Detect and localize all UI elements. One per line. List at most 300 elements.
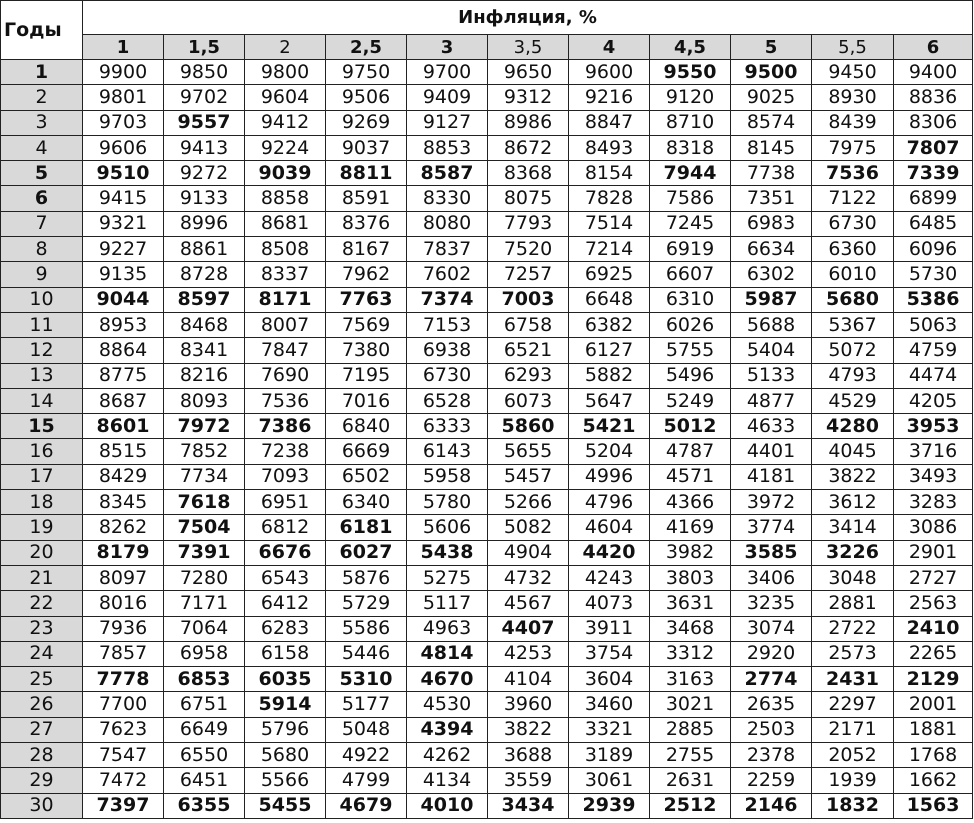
value-cell: 2378 [731,743,812,768]
value-cell: 8728 [164,262,245,287]
value-cell: 4529 [812,388,894,413]
value-cell: 6302 [731,262,812,287]
value-cell: 3021 [650,692,731,717]
value-cell: 5958 [407,464,488,489]
value-cell: 9703 [83,110,164,135]
year-cell: 13 [1,363,83,388]
value-cell: 9127 [407,110,488,135]
value-cell: 7245 [650,211,731,236]
table-row [1,464,973,489]
value-cell: 4366 [650,490,731,515]
value-cell: 2512 [650,793,731,818]
value-cell: 6010 [812,262,894,287]
value-cell: 5780 [407,490,488,515]
year-cell: 28 [1,743,83,768]
rate-header: 4 [569,35,650,60]
value-cell: 5876 [326,565,407,590]
value-cell: 2297 [812,692,894,717]
value-cell: 8439 [812,110,894,135]
value-cell: 7972 [164,414,245,439]
value-cell: 6073 [488,388,569,413]
value-cell: 8574 [731,110,812,135]
table-row [1,186,973,211]
value-cell: 6181 [326,515,407,540]
value-cell: 8847 [569,110,650,135]
value-cell: 7828 [569,186,650,211]
value-cell: 8864 [83,338,164,363]
value-cell: 4604 [569,515,650,540]
value-cell: 4420 [569,540,650,565]
value-cell: 5072 [812,338,894,363]
value-cell: 6951 [245,490,326,515]
value-cell: 5204 [569,439,650,464]
value-cell: 4787 [650,439,731,464]
value-cell: 4670 [407,667,488,692]
year-cell: 25 [1,667,83,692]
value-cell: 2635 [731,692,812,717]
value-cell: 9044 [83,287,164,312]
value-cell: 7171 [164,591,245,616]
table-row [1,262,973,287]
year-cell: 9 [1,262,83,287]
value-cell: 5275 [407,565,488,590]
value-cell: 9510 [83,161,164,186]
year-cell: 7 [1,211,83,236]
value-cell: 8811 [326,161,407,186]
value-cell: 8858 [245,186,326,211]
rate-header: 3 [407,35,488,60]
value-cell: 8861 [164,237,245,262]
value-cell: 5310 [326,667,407,692]
value-cell: 3226 [812,540,894,565]
value-cell: 8306 [894,110,973,135]
value-cell: 3235 [731,591,812,616]
year-cell: 17 [1,464,83,489]
value-cell: 6634 [731,237,812,262]
value-cell: 5404 [731,338,812,363]
value-cell: 8996 [164,211,245,236]
year-cell: 6 [1,186,83,211]
value-cell: 5796 [245,717,326,742]
value-cell: 8591 [326,186,407,211]
value-cell: 3604 [569,667,650,692]
value-cell: 7936 [83,616,164,641]
value-cell: 7857 [83,641,164,666]
value-cell: 9600 [569,60,650,85]
value-cell: 5133 [731,363,812,388]
value-cell: 9269 [326,110,407,135]
value-cell: 2722 [812,616,894,641]
value-cell: 6027 [326,540,407,565]
value-cell: 7602 [407,262,488,287]
value-cell: 9557 [164,110,245,135]
value-cell: 6550 [164,743,245,768]
value-cell: 2001 [894,692,973,717]
rate-header: 5,5 [812,35,894,60]
value-cell: 9450 [812,60,894,85]
value-cell: 2563 [894,591,973,616]
value-cell: 6853 [164,667,245,692]
value-cell: 7536 [245,388,326,413]
value-cell: 7195 [326,363,407,388]
table-row [1,363,973,388]
rate-header: 5 [731,35,812,60]
value-cell: 3086 [894,515,973,540]
table-row [1,287,973,312]
value-cell: 8930 [812,85,894,110]
value-cell: 4181 [731,464,812,489]
value-cell: 7690 [245,363,326,388]
value-cell: 4963 [407,616,488,641]
value-cell: 6502 [326,464,407,489]
year-cell: 23 [1,616,83,641]
year-cell: 4 [1,135,83,160]
value-cell: 1563 [894,793,973,818]
value-cell: 4877 [731,388,812,413]
table-row [1,211,973,236]
value-cell: 4134 [407,768,488,793]
value-cell: 2146 [731,793,812,818]
year-cell: 30 [1,793,83,818]
value-cell: 2939 [569,793,650,818]
value-cell: 5446 [326,641,407,666]
table-row [1,338,973,363]
value-cell: 8093 [164,388,245,413]
value-cell: 7280 [164,565,245,590]
value-cell: 3283 [894,490,973,515]
value-cell: 5438 [407,540,488,565]
value-cell: 3074 [731,616,812,641]
value-cell: 7374 [407,287,488,312]
value-cell: 7807 [894,135,973,160]
value-cell: 6310 [650,287,731,312]
value-cell: 4759 [894,338,973,363]
value-cell: 9750 [326,60,407,85]
value-cell: 7016 [326,388,407,413]
year-cell: 2 [1,85,83,110]
year-cell: 29 [1,768,83,793]
value-cell: 8468 [164,312,245,337]
value-cell: 7734 [164,464,245,489]
value-cell: 7700 [83,692,164,717]
inflation-header: Инфляция, % [83,1,973,35]
value-cell: 5266 [488,490,569,515]
value-cell: 7386 [245,414,326,439]
value-cell: 7547 [83,743,164,768]
value-cell: 2171 [812,717,894,742]
value-cell: 9800 [245,60,326,85]
value-cell: 7238 [245,439,326,464]
table-row [1,641,973,666]
value-cell: 5421 [569,414,650,439]
value-cell: 3493 [894,464,973,489]
value-cell: 4679 [326,793,407,818]
value-cell: 8687 [83,388,164,413]
table-row [1,717,973,742]
value-cell: 9700 [407,60,488,85]
value-cell: 8097 [83,565,164,590]
value-cell: 6758 [488,312,569,337]
value-cell: 8515 [83,439,164,464]
value-cell: 3559 [488,768,569,793]
value-cell: 6983 [731,211,812,236]
value-cell: 8953 [83,312,164,337]
table-row [1,515,973,540]
value-cell: 9415 [83,186,164,211]
value-cell: 9550 [650,60,731,85]
value-cell: 3803 [650,565,731,590]
value-cell: 8330 [407,186,488,211]
value-cell: 9500 [731,60,812,85]
value-cell: 5730 [894,262,973,287]
value-cell: 6293 [488,363,569,388]
value-cell: 9650 [488,60,569,85]
value-cell: 4262 [407,743,488,768]
value-cell: 3822 [812,464,894,489]
value-cell: 7618 [164,490,245,515]
year-cell: 8 [1,237,83,262]
value-cell: 9412 [245,110,326,135]
value-cell: 3631 [650,591,731,616]
value-cell: 4169 [650,515,731,540]
value-cell: 7738 [731,161,812,186]
value-cell: 2774 [731,667,812,692]
value-cell: 3972 [731,490,812,515]
value-cell: 2885 [650,717,731,742]
table-row [1,388,973,413]
year-cell: 18 [1,490,83,515]
table-row [1,768,973,793]
rate-header: 2,5 [326,35,407,60]
value-cell: 5566 [245,768,326,793]
value-cell: 3414 [812,515,894,540]
value-cell: 8007 [245,312,326,337]
rate-header: 1 [83,35,164,60]
value-cell: 8171 [245,287,326,312]
value-cell: 4401 [731,439,812,464]
value-cell: 6485 [894,211,973,236]
value-cell: 4732 [488,565,569,590]
value-cell: 5048 [326,717,407,742]
value-cell: 6938 [407,338,488,363]
table-row [1,793,973,818]
value-cell: 9025 [731,85,812,110]
value-cell: 7504 [164,515,245,540]
value-cell: 2129 [894,667,973,692]
value-cell: 8075 [488,186,569,211]
value-cell: 4474 [894,363,973,388]
value-cell: 9321 [83,211,164,236]
rate-header: 1,5 [164,35,245,60]
value-cell: 6521 [488,338,569,363]
table-row [1,312,973,337]
value-cell: 5455 [245,793,326,818]
value-cell: 4045 [812,439,894,464]
value-cell: 9272 [164,161,245,186]
value-cell: 6283 [245,616,326,641]
value-cell: 6648 [569,287,650,312]
value-cell: 6751 [164,692,245,717]
value-cell: 3822 [488,717,569,742]
value-cell: 2881 [812,591,894,616]
table-row [1,743,973,768]
value-cell: 5012 [650,414,731,439]
value-cell: 3585 [731,540,812,565]
value-cell: 7962 [326,262,407,287]
year-cell: 24 [1,641,83,666]
value-cell: 8836 [894,85,973,110]
value-cell: 8601 [83,414,164,439]
value-cell: 1832 [812,793,894,818]
value-cell: 6899 [894,186,973,211]
header-row [1,1,973,35]
value-cell: 3960 [488,692,569,717]
value-cell: 7064 [164,616,245,641]
value-cell: 3688 [488,743,569,768]
value-cell: 6451 [164,768,245,793]
value-cell: 4253 [488,641,569,666]
value-cell: 7536 [812,161,894,186]
value-cell: 7214 [569,237,650,262]
value-cell: 5987 [731,287,812,312]
value-cell: 3774 [731,515,812,540]
value-cell: 8016 [83,591,164,616]
value-cell: 7257 [488,262,569,287]
value-cell: 7122 [812,186,894,211]
value-cell: 2052 [812,743,894,768]
value-cell: 5082 [488,515,569,540]
value-cell: 3189 [569,743,650,768]
value-cell: 5680 [245,743,326,768]
value-cell: 7351 [731,186,812,211]
value-cell: 3406 [731,565,812,590]
table-row [1,60,973,85]
value-cell: 1881 [894,717,973,742]
rate-header: 4,5 [650,35,731,60]
year-cell: 22 [1,591,83,616]
value-cell: 6607 [650,262,731,287]
value-cell: 5680 [812,287,894,312]
table-row [1,439,973,464]
value-cell: 4243 [569,565,650,590]
value-cell: 8145 [731,135,812,160]
value-cell: 7944 [650,161,731,186]
value-cell: 4280 [812,414,894,439]
table-row [1,565,973,590]
year-cell: 15 [1,414,83,439]
rates-row [1,35,973,60]
years-header: Годы [1,1,83,60]
value-cell: 2259 [731,768,812,793]
value-cell: 7763 [326,287,407,312]
value-cell: 7153 [407,312,488,337]
value-cell: 9120 [650,85,731,110]
value-cell: 5755 [650,338,731,363]
value-cell: 4633 [731,414,812,439]
table-row [1,110,973,135]
table-row [1,237,973,262]
value-cell: 6355 [164,793,245,818]
value-cell: 7397 [83,793,164,818]
value-cell: 5386 [894,287,973,312]
table-row [1,490,973,515]
value-cell: 6127 [569,338,650,363]
value-cell: 5882 [569,363,650,388]
value-cell: 4922 [326,743,407,768]
value-cell: 5647 [569,388,650,413]
value-cell: 6676 [245,540,326,565]
value-cell: 7569 [326,312,407,337]
value-cell: 4394 [407,717,488,742]
value-cell: 7586 [650,186,731,211]
year-cell: 10 [1,287,83,312]
value-cell: 3312 [650,641,731,666]
value-cell: 3612 [812,490,894,515]
value-cell: 3061 [569,768,650,793]
value-cell: 7003 [488,287,569,312]
year-cell: 16 [1,439,83,464]
value-cell: 9227 [83,237,164,262]
value-cell: 8154 [569,161,650,186]
value-cell: 8986 [488,110,569,135]
year-cell: 12 [1,338,83,363]
table-row [1,616,973,641]
value-cell: 6812 [245,515,326,540]
value-cell: 9037 [326,135,407,160]
value-cell: 8597 [164,287,245,312]
value-cell: 6096 [894,237,973,262]
value-cell: 5063 [894,312,973,337]
value-cell: 4104 [488,667,569,692]
value-cell: 8345 [83,490,164,515]
value-cell: 8508 [245,237,326,262]
rate-header: 2 [245,35,326,60]
value-cell: 8681 [245,211,326,236]
table-row [1,540,973,565]
value-cell: 6143 [407,439,488,464]
value-cell: 2410 [894,616,973,641]
value-cell: 8493 [569,135,650,160]
value-cell: 6649 [164,717,245,742]
value-cell: 4814 [407,641,488,666]
value-cell: 9604 [245,85,326,110]
value-cell: 8080 [407,211,488,236]
value-cell: 7514 [569,211,650,236]
value-cell: 2727 [894,565,973,590]
value-cell: 2573 [812,641,894,666]
value-cell: 4073 [569,591,650,616]
value-cell: 4407 [488,616,569,641]
value-cell: 3982 [650,540,731,565]
value-cell: 8262 [83,515,164,540]
value-cell: 2265 [894,641,973,666]
value-cell: 3911 [569,616,650,641]
value-cell: 9409 [407,85,488,110]
value-cell: 9850 [164,60,245,85]
value-cell: 1939 [812,768,894,793]
year-cell: 27 [1,717,83,742]
value-cell: 3468 [650,616,731,641]
table-row [1,692,973,717]
year-cell: 5 [1,161,83,186]
value-cell: 6158 [245,641,326,666]
value-cell: 4567 [488,591,569,616]
value-cell: 5655 [488,439,569,464]
value-cell: 6840 [326,414,407,439]
value-cell: 4205 [894,388,973,413]
value-cell: 5457 [488,464,569,489]
value-cell: 9135 [83,262,164,287]
